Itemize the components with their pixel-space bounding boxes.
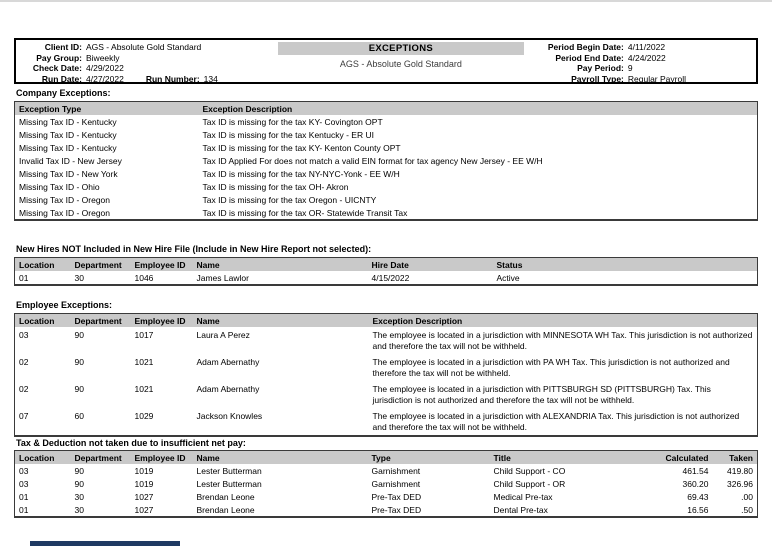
table-row [15,354,758,381]
taken-cell: 326.96 [727,479,753,489]
table-row [15,408,758,436]
table-row [15,381,758,408]
col-department: Department [71,258,131,272]
header-center-column [278,42,524,80]
department-cell: 90 [74,479,84,489]
table-row [15,180,758,193]
period-begin-label: Period Begin Date: [547,42,624,52]
table-row [15,167,758,180]
period-end-value: 4/24/2022 [627,52,666,63]
employee-exceptions-table [14,313,758,437]
name-cell: Laura A Perez [196,330,250,340]
col-location: Location [15,258,71,272]
department-cell: 30 [74,505,84,515]
department-cell: 90 [74,384,84,394]
status-cell: Active [496,273,520,283]
employee-id-cell: 1027 [134,492,154,502]
report-header-box [14,38,758,84]
location-cell: 03 [19,479,29,489]
footer-accent-bar [30,541,180,546]
table-row [15,128,758,141]
name-cell: Brendan Leone [196,492,255,502]
table-row [15,464,758,477]
col-exception-description: Exception Description [199,102,758,116]
employee-id-cell: 1029 [134,411,154,421]
table-header-row [15,102,758,116]
department-cell: 30 [74,492,84,502]
company-exceptions-title: Company Exceptions: [16,88,111,98]
title-cell: Child Support - CO [493,466,566,476]
client-id-value: AGS - Absolute Gold Standard [86,42,202,52]
payroll-type-label: Payroll Type: [571,73,624,84]
exception-description: Tax ID is missing for the tax Kentucky - ER UI [202,130,374,140]
client-id-row [18,42,278,53]
employee-exceptions-title: Employee Exceptions: [16,300,113,310]
new-hires-title: New Hires NOT Included in New Hire File (Include in New Hire Report not selected): [16,244,372,254]
col-name: Name [193,314,369,328]
location-cell: 02 [19,357,29,367]
col-department: Department [71,314,131,328]
employee-id-cell: 1021 [134,384,154,394]
check-date-label: Check Date: [32,63,82,73]
header-right-column [524,42,752,84]
col-department: Department [71,451,131,465]
table-row [15,206,758,220]
title-cell: Medical Pre-tax [493,492,553,502]
table-row [15,154,758,167]
type-cell: Pre-Tax DED [371,505,422,515]
type-cell: Garnishment [371,479,421,489]
employee-id-cell: 1027 [134,505,154,515]
col-calculated: Calculated [635,451,713,465]
location-cell: 07 [19,411,29,421]
table-header-row [15,258,758,272]
table-row [15,271,758,285]
table-row [15,193,758,206]
exception-description: Tax ID Applied For does not match a valid EIN format for tax agency New Jersey - EE W/H [202,156,543,166]
pay-group-label: Pay Group: [36,52,82,63]
client-id-label: Client ID: [44,42,82,52]
table-row [15,477,758,490]
table-row [15,115,758,128]
calculated-cell: 360.20 [682,479,709,489]
location-cell: 03 [19,330,29,340]
col-location: Location [15,314,71,328]
table-row [15,327,758,354]
col-hire-date: Hire Date [368,258,493,272]
pay-period-row [524,63,686,74]
taken-cell: .00 [741,492,753,502]
table-row [15,490,758,503]
new-hires-table [14,257,758,286]
tax-deduction-title: Tax & Deduction not taken due to insufficient net pay: [16,438,246,448]
exception-type: Missing Tax ID - Kentucky [19,143,117,153]
exception-type: Missing Tax ID - Kentucky [19,117,117,127]
table-row [15,503,758,517]
col-type: Type [368,451,490,465]
exception-description: Tax ID is missing for the tax KY- Kenton County OPT [202,143,401,153]
period-begin-value: 4/11/2022 [627,42,666,52]
tax-deduction-table [14,450,758,518]
employee-id-cell: 1019 [134,479,154,489]
period-begin-row [524,42,686,53]
exception-description: Tax ID is missing for the tax OH- Akron [202,182,349,192]
col-status: Status [493,258,758,272]
header-left-column [18,42,278,84]
employee-id-cell: 1046 [134,273,154,283]
run-date-value: 4/27/2022 [86,73,124,84]
department-cell: 60 [74,411,84,421]
exception-type: Missing Tax ID - Oregon [19,195,111,205]
exception-description: Tax ID is missing for the tax Oregon - UICNTY [202,195,377,205]
company-exceptions-table [14,101,758,221]
department-cell: 90 [74,330,84,340]
calculated-cell: 69.43 [687,492,709,502]
col-employee-id: Employee ID [131,314,193,328]
name-cell: Jackson Knowles [196,411,263,421]
run-number-value: 134 [203,73,218,84]
exception-description: Tax ID is missing for the tax NY-NYC-Yonk - EE W/H [202,169,400,179]
exception-type: Invalid Tax ID - New Jersey [19,156,122,166]
exception-description: Tax ID is missing for the tax OR- Statewide Transit Tax [202,208,408,218]
title-cell: Dental Pre-tax [493,505,548,515]
name-cell: Adam Abernathy [196,357,260,367]
check-date-row [18,63,278,74]
table-header-row [15,451,758,465]
col-title: Title [490,451,635,465]
col-location: Location [15,451,71,465]
taken-cell: .50 [741,505,753,515]
name-cell: Lester Butterman [196,479,262,489]
col-exception-type: Exception Type [15,102,199,116]
exception-description-cell: The employee is located in a jurisdiction with PITTSBURGH SD (PITTSBURGH) Tax. This jurisdiction is not authorized and therefore the tax will not be withheld. [372,384,711,405]
run-date-label: Run Date: [41,73,82,84]
department-cell: 90 [74,466,84,476]
type-cell: Garnishment [371,466,421,476]
exception-type: Missing Tax ID - Oregon [19,208,111,218]
report-title: EXCEPTIONS [278,42,524,55]
col-taken: Taken [713,451,758,465]
pay-period-label: Pay Period: [577,63,624,73]
run-number-label: Run Number: [145,73,200,84]
table-row [15,141,758,154]
col-exception-description: Exception Description [369,314,758,328]
top-edge-strip [0,0,772,2]
type-cell: Pre-Tax DED [371,492,422,502]
taken-cell: 419.80 [727,466,753,476]
period-end-row [524,53,686,64]
name-cell: James Lawlor [196,273,249,283]
location-cell: 03 [19,466,29,476]
location-cell: 02 [19,384,29,394]
exception-type: Missing Tax ID - Kentucky [19,130,117,140]
exception-type: Missing Tax ID - Ohio [19,182,100,192]
pay-group-value: Biweekly [86,52,120,63]
calculated-cell: 461.54 [682,466,709,476]
exception-description-cell: The employee is located in a jurisdiction with PA WH Tax. This jurisdiction is not authorized and therefore the tax will not be withheld. [372,357,730,378]
run-date-row [18,74,278,85]
payroll-type-row [524,74,686,85]
exception-description-cell: The employee is located in a jurisdiction with MINNESOTA WH Tax. This jurisdiction is not authorized and therefore the tax will not be withheld. [372,330,753,351]
exception-type: Missing Tax ID - New York [19,169,118,179]
name-cell: Lester Butterman [196,466,262,476]
pay-group-row [18,53,278,64]
title-cell: Child Support - OR [493,479,566,489]
employee-id-cell: 1017 [134,330,154,340]
department-cell: 30 [74,273,84,283]
name-cell: Brendan Leone [196,505,255,515]
col-employee-id: Employee ID [131,451,193,465]
calculated-cell: 16.56 [687,505,709,515]
col-name: Name [193,258,368,272]
check-date-value: 4/29/2022 [86,63,124,73]
name-cell: Adam Abernathy [196,384,260,394]
location-cell: 01 [19,273,29,283]
department-cell: 90 [74,357,84,367]
payroll-type-value: Regular Payroll [627,73,686,84]
exception-description-cell: The employee is located in a jurisdiction with ALEXANDRIA Tax. This jurisdiction is not authorized and therefore the tax will not be withheld. [372,411,740,432]
col-name: Name [193,451,368,465]
hire-date-cell: 4/15/2022 [371,273,410,283]
exception-description: Tax ID is missing for the tax KY- Covington OPT [202,117,383,127]
employee-id-cell: 1019 [134,466,154,476]
employee-id-cell: 1021 [134,357,154,367]
location-cell: 01 [19,505,29,515]
table-header-row [15,314,758,328]
col-employee-id: Employee ID [131,258,193,272]
period-end-label: Period End Date: [555,52,624,63]
report-subtitle: AGS - Absolute Gold Standard [339,59,462,69]
pay-period-value: 9 [627,63,633,73]
location-cell: 01 [19,492,29,502]
